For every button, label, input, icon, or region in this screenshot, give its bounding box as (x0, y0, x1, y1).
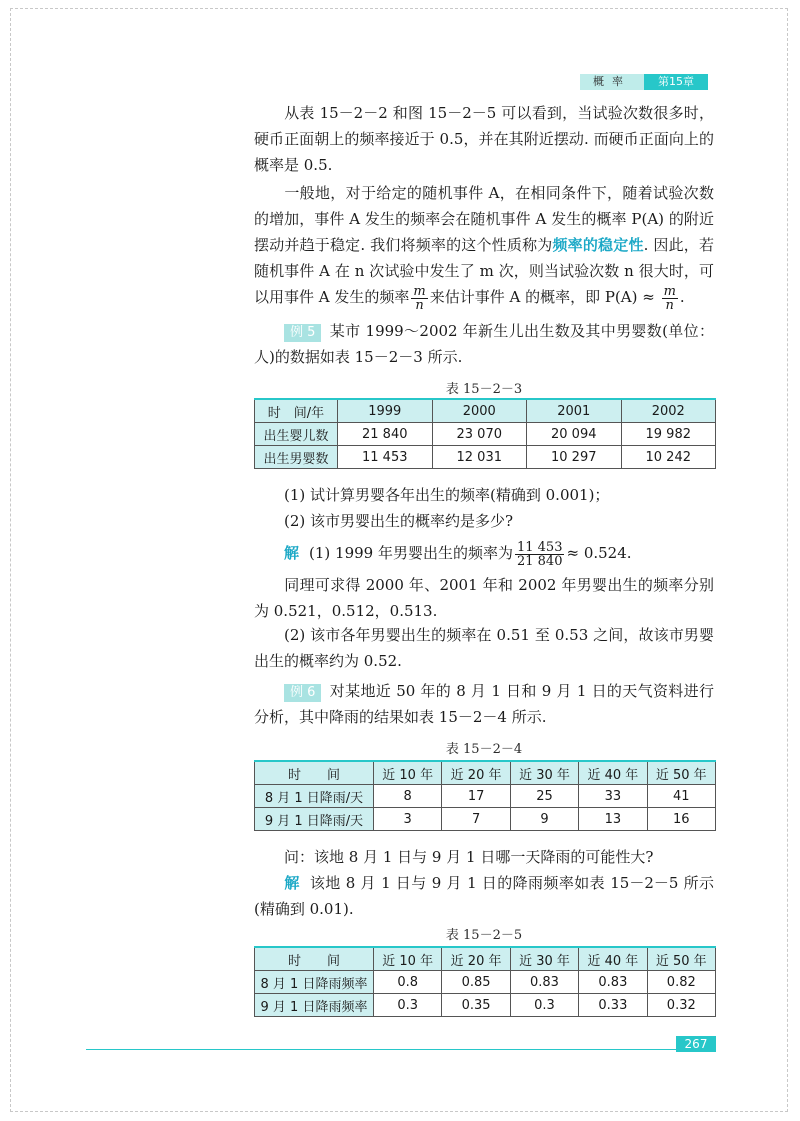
table-row: 9 月 1 日降雨频率 0.3 0.35 0.3 0.33 0.32 (255, 994, 716, 1017)
table-row: 出生婴儿数 21 840 23 070 20 094 19 982 (255, 423, 716, 446)
question-1: (1) 试计算男婴各年出生的频率(精确到 0.001)； (284, 486, 610, 504)
table-row: 时 间 近 10 年 近 20 年 近 30 年 近 40 年 近 50 年 (255, 761, 716, 785)
table-row: 时 间 近 10 年 近 20 年 近 30 年 近 40 年 近 50 年 (255, 947, 716, 971)
table-4-caption: 表 15－2－4 (445, 742, 523, 757)
table-row: 8 月 1 日降雨频率 0.8 0.85 0.83 0.83 0.82 (255, 971, 716, 994)
solution-tag: 解 (284, 874, 300, 892)
solution-6: 解 该地 8 月 1 日与 9 月 1 日的降雨频率如表 15－2－5 所示(精确到 0.01). (254, 874, 714, 918)
question-2: (2) 该市男婴出生的概率约是多少? (284, 512, 514, 530)
table-4 (254, 760, 716, 831)
solution-1-continued: 同理可求得 2000 年、2001 年和 2002 年男婴出生的频率分别为 0.521，0.512，0.513. (254, 576, 714, 620)
key-term: 频率的稳定性 (552, 236, 644, 254)
table-row: 时 间/年 1999 2000 2001 2002 (255, 399, 716, 423)
example-5: 例 5 某市 1999～2002 年新生儿出生数及其中男婴数(单位：人)的数据如表 15－2－3 所示. (254, 322, 714, 366)
table-3 (254, 398, 716, 469)
fraction-11453-over-21840: $\frac{11 453}{21 840}$ (516, 539, 563, 569)
table-row: 9 月 1 日降雨/天 3 7 9 13 16 (255, 808, 716, 831)
page-number: 267 (676, 1036, 716, 1052)
table-3-caption: 表 15－2－3 (445, 382, 523, 397)
example-6-tag: 例 6 (284, 684, 321, 702)
table-row: 8 月 1 日降雨/天 8 17 25 33 41 (255, 785, 716, 808)
example-5-tag: 例 5 (284, 324, 321, 342)
solution-tag: 解 (284, 544, 300, 562)
header-chapter-label: 第15章 (644, 74, 708, 90)
table-row: 出生男婴数 11 453 12 031 10 297 10 242 (255, 446, 716, 469)
fraction-m-over-n: $\frac{m}{n}$ (413, 283, 426, 313)
table-5-caption: 表 15－2－5 (445, 928, 523, 943)
solution-2: (2) 该市各年男婴出生的频率在 0.51 至 0.53 之间，故该市男婴出生的概率约为 0.52. (254, 626, 714, 670)
header-section-label: 概率 (580, 74, 644, 90)
example-6: 例 6 对某地近 50 年的 8 月 1 日和 9 月 1 日的天气资料进行分析，其中降雨的结果如表 15－2－4 所示. (254, 682, 714, 726)
footer-rule (86, 1049, 716, 1050)
paragraph-1: 从表 15－2－2 和图 15－2－5 可以看到，当试验次数很多时，硬币正面朝上的频率接近于 0.5，并在其附近摆动. 而硬币正面向上的概率是 0.5. (254, 104, 714, 174)
solution-1: 解 (1) 1999 年男婴出生的频率为 $\frac{11 453}{21 840}$ ≈ 0.524. (284, 539, 632, 569)
paragraph-2: 一般地，对于给定的随机事件 A，在相同条件下，随着试验次数的增加，事件 A 发生的频率会在随机事件 A 发生的概率 P(A) 的附近摆动并趋于稳定. 我们将频率的这个性质称为频率的稳定性. 因此，若随机事件 A 在 n 次试验中发生了 m 次，则当试验次数 n 很大时，可以用事件 A 发生的频率 $\frac{m}{n}$ 来估计事件 A 的概率，即 P(A) ≈ $\frac{m}{n}$ . (254, 184, 714, 313)
running-header (580, 74, 708, 90)
fraction-m-over-n-result: $\frac{m}{n}$ (663, 283, 676, 313)
question-6: 问：该地 8 月 1 日与 9 月 1 日哪一天降雨的可能性大? (284, 848, 654, 866)
table-5 (254, 946, 716, 1017)
